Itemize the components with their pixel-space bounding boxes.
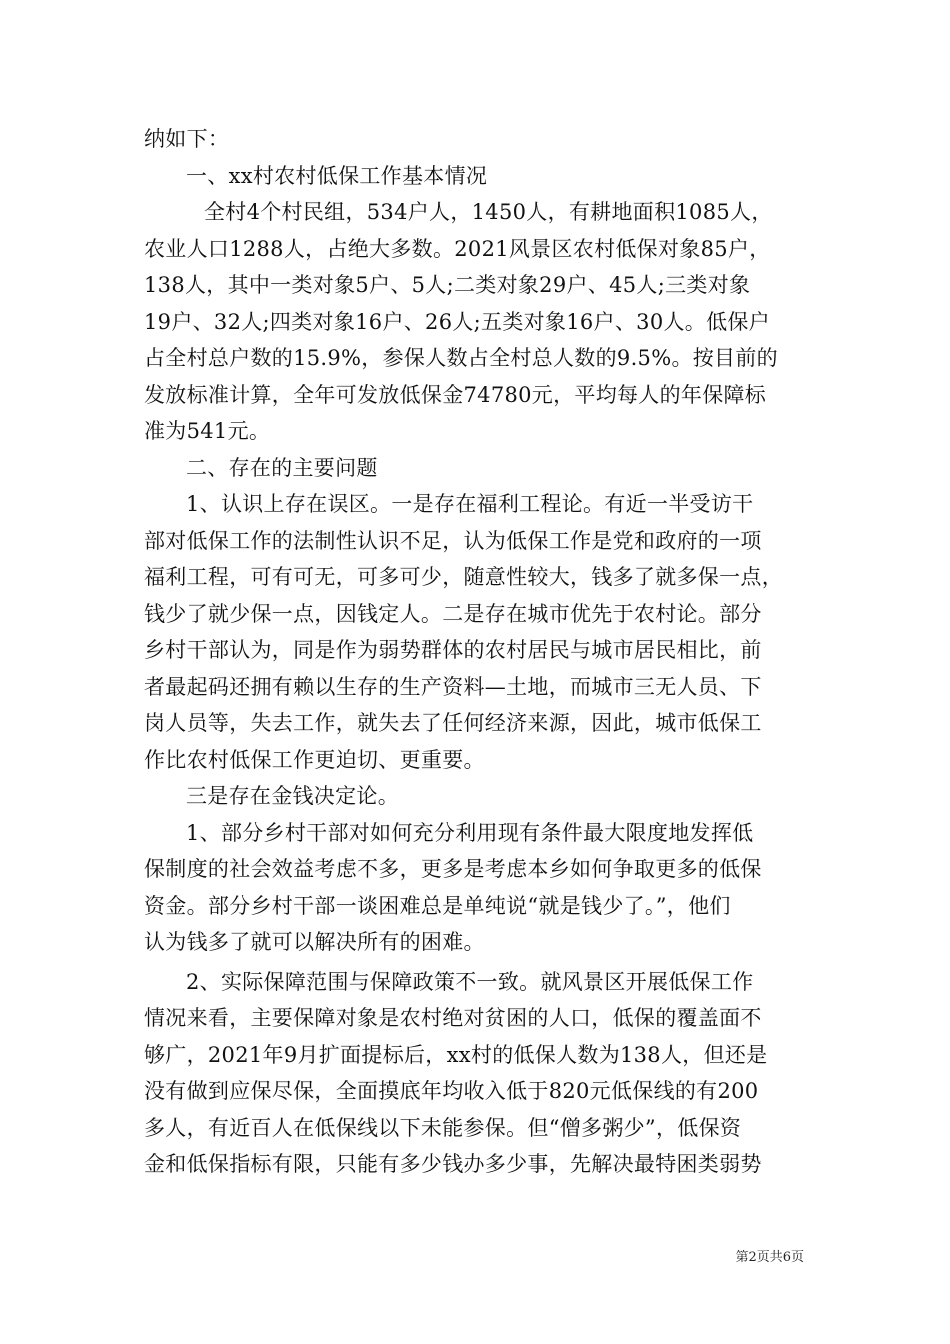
text-line: 岗人员等，失去工作，就失去了任何经济来源，因此，城市低保工	[144, 711, 762, 735]
text-line: 作比农村低保工作更迫切、更重要。	[144, 747, 485, 772]
text-line: 发放标准计算，全年可发放低保金74780元，平均每人的年保障标	[144, 382, 767, 407]
text-line: 情况来看，主要保障对象是农村绝对贫困的人口，低保的覆盖面不	[144, 1006, 762, 1030]
text-line: 1、部分乡村干部对如何充分利用现有条件最大限度地发挥低	[186, 820, 754, 845]
text-line: 三是存在金钱决定论。	[186, 784, 399, 808]
text-line: 者最起码还拥有赖以生存的生产资料—土地，而城市三无人员、下	[144, 674, 762, 699]
text-line: 138人，其中一类对象5户、5人;二类对象29户、45人;三类对象	[144, 273, 751, 297]
text-line: 准为541元。	[144, 419, 271, 443]
text-line: 部对低保工作的法制性认识不足，认为低保工作是党和政府的一项	[144, 528, 762, 553]
text-line: 资金。部分乡村干部一谈困难总是单纯说“就是钱少了。”，他们	[144, 893, 731, 918]
document-body	[144, 121, 804, 1183]
text-line: 农业人口1288人，占绝大多数。2021风景区农村低保对象85户，	[144, 236, 771, 261]
text-line: 纳如下：	[144, 127, 230, 151]
text-line: 全村4个村民组，534户人，1450人，有耕地面积1085人，	[204, 200, 773, 224]
text-line: 乡村干部认为，同是作为弱势群体的农村居民与城市居民相比，前	[144, 638, 762, 662]
section-heading: 二、存在的主要问题	[186, 455, 378, 480]
text-line: 1、认识上存在误区。一是存在福利工程论。有近一半受访干	[186, 492, 754, 516]
text-line: 多人，有近百人在低保线以下未能参保。但“僧多粥少”，低保资	[144, 1115, 742, 1140]
section-heading: 一、xx村农村低保工作基本情况	[186, 163, 488, 188]
page-number: 第2页共6页	[735, 1250, 804, 1265]
text-line: 够广，2021年9月扩面提标后，xx村的低保人数为138人，但还是	[144, 1042, 768, 1067]
text-line: 2、实际保障范围与保障政策不一致。就风景区开展低保工作	[186, 969, 754, 994]
text-line: 福利工程，可有可无，可多可少，随意性较大，钱多了就多保一点，	[144, 565, 783, 589]
text-line: 占全村总户数的15.9%，参保人数占全村总人数的9.5%。按目前的	[144, 346, 778, 370]
text-line: 金和低保指标有限，只能有多少钱办多少事，先解决最特困类弱势	[144, 1152, 762, 1176]
text-line: 19户、32人;四类对象16户、26人;五类对象16户、30人。低保户	[144, 309, 770, 334]
text-line: 没有做到应保尽保，全面摸底年均收入低于820元低保线的有200	[144, 1079, 759, 1103]
text-line: 保制度的社会效益考虑不多，更多是考虑本乡如何争取更多的低保	[144, 857, 762, 881]
text-line: 钱少了就少保一点，因钱定人。二是存在城市优先于农村论。部分	[144, 601, 762, 626]
text-line: 认为钱多了就可以解决所有的困难。	[144, 930, 485, 954]
